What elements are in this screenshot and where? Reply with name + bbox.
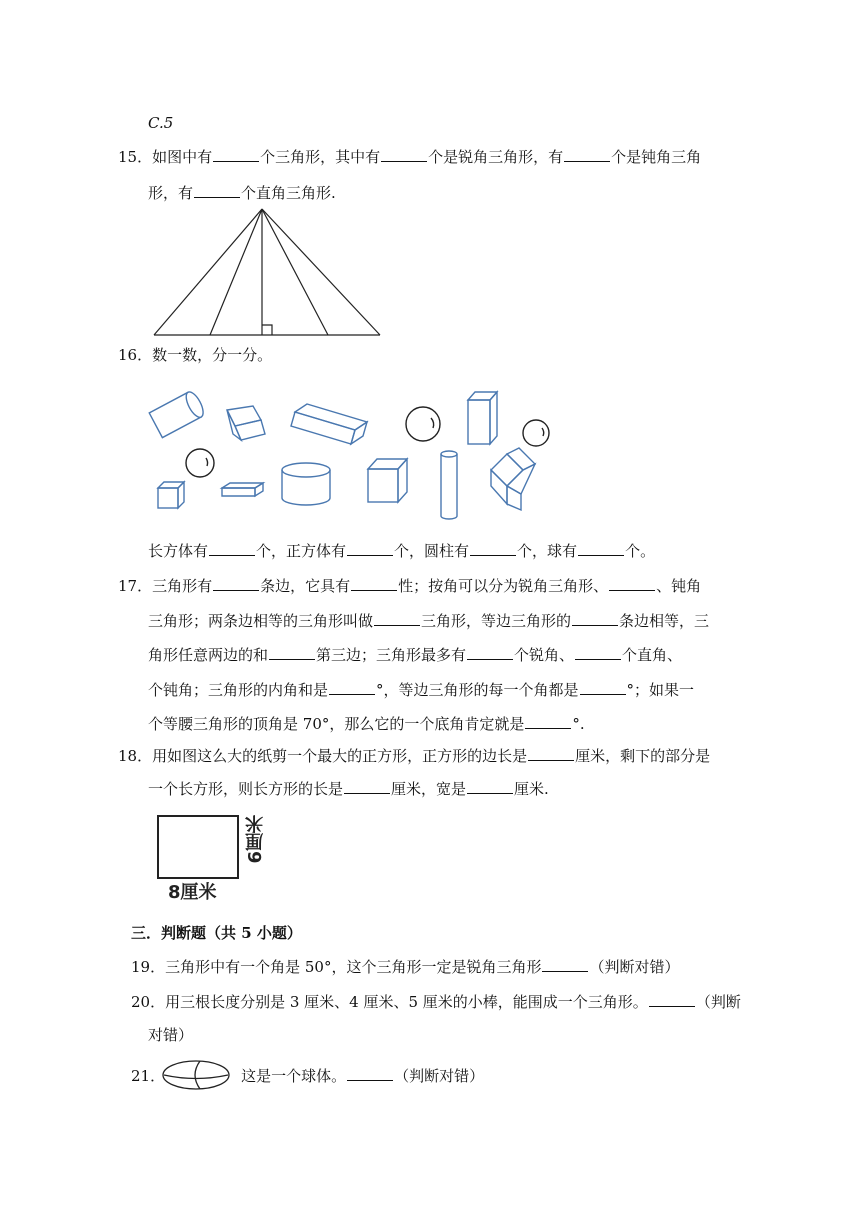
q16-shapes-figure xyxy=(145,382,565,522)
q17-line4 xyxy=(148,680,694,700)
sphere-2 xyxy=(523,420,549,446)
cuboid-flat xyxy=(222,483,263,496)
q17-text: 条边相等，三 xyxy=(619,612,710,630)
q19-text: 三角形中有一个角是 50°，这个三角形一定是锐角三角形 xyxy=(165,958,542,976)
q15-number: 15． xyxy=(118,148,153,166)
q15-blank-2[interactable] xyxy=(381,147,427,162)
q20-text: （判断 xyxy=(695,993,741,1011)
inner-line-2 xyxy=(262,209,328,335)
q16-blank-1[interactable] xyxy=(209,541,255,556)
q20-number: 20． xyxy=(131,993,166,1011)
q18-blank-2[interactable] xyxy=(344,779,390,794)
q17-blank-5[interactable] xyxy=(572,611,618,626)
q15-text: 角 xyxy=(686,148,702,166)
sphere-3 xyxy=(186,449,214,477)
q19-text: （判断对错） xyxy=(589,958,680,976)
q15-triangle-figure xyxy=(150,205,386,340)
q15-text: 如图中有 xyxy=(152,148,213,166)
q17-line2 xyxy=(148,611,709,631)
q17-blank-7[interactable] xyxy=(467,645,513,660)
cylinder-upright xyxy=(282,463,330,505)
q15-blank-4[interactable] xyxy=(194,183,240,198)
q20-line2: 对错） xyxy=(148,1026,194,1044)
q20-text: 用三根长度分别是 3 厘米、4 厘米、5 厘米的小棒，能围成一个三角形。 xyxy=(165,993,648,1011)
q17-text: °，等边三角形的每一个角都是 xyxy=(376,681,579,699)
q17-text: 、钝角 xyxy=(656,577,702,595)
section-3-heading: 三．判断题（共 5 小题） xyxy=(131,924,302,942)
q16-number: 16． xyxy=(118,346,153,364)
q16-prompt xyxy=(118,345,272,365)
q17-text: 个钝角；三角形的内角和是 xyxy=(148,681,329,699)
q16-blank-2[interactable] xyxy=(347,541,393,556)
q18-line1 xyxy=(118,746,710,766)
q17-blank-4[interactable] xyxy=(374,611,420,626)
q17-blank-1[interactable] xyxy=(213,576,259,591)
q15-line2 xyxy=(148,183,336,203)
q16-text: 个，球有 xyxy=(517,542,578,560)
q18-blank-1[interactable] xyxy=(528,746,574,761)
q16-answer-line xyxy=(148,541,655,561)
q14-option-c: C.5 xyxy=(148,114,174,132)
q17-text: 第三边；三角形最多有 xyxy=(316,646,467,664)
q17-blank-11[interactable] xyxy=(525,714,571,729)
q17-text: °. xyxy=(572,715,585,733)
cylinder-tilted xyxy=(149,389,206,437)
cube-small xyxy=(158,482,184,508)
q17-blank-3[interactable] xyxy=(609,576,655,591)
q17-text: °；如果一 xyxy=(626,681,695,699)
q17-text: 三角形有 xyxy=(152,577,213,595)
q18-number: 18． xyxy=(118,747,153,765)
q17-blank-8[interactable] xyxy=(575,645,621,660)
q18-text: 厘米. xyxy=(514,780,549,798)
q19-number: 19． xyxy=(131,958,166,976)
q21-text: 这是一个球体。 xyxy=(241,1067,347,1085)
cylinder-tall xyxy=(441,451,457,519)
inner-line-1 xyxy=(210,209,262,335)
sphere-1 xyxy=(406,407,440,441)
q17-text: 三角形，等边三角形的 xyxy=(421,612,572,630)
cube-large xyxy=(368,459,407,502)
cuboid-long xyxy=(291,404,367,444)
q15-text: 个直角三角形. xyxy=(241,184,336,202)
q15-blank-1[interactable] xyxy=(213,147,259,162)
q21-blank[interactable] xyxy=(347,1066,393,1081)
cuboid-tall xyxy=(468,392,497,444)
q17-blank-2[interactable] xyxy=(351,576,397,591)
q20-blank[interactable] xyxy=(649,992,695,1007)
q21-text: （判断对错） xyxy=(394,1067,485,1085)
cube-tilted xyxy=(227,406,265,440)
q17-text: 个锐角、 xyxy=(514,646,575,664)
q16-blank-3[interactable] xyxy=(470,541,516,556)
q15-text: 个是钝角三 xyxy=(611,148,687,166)
q15-text: 个三角形，其中有 xyxy=(260,148,381,166)
q18-text: 厘米，剩下的部分是 xyxy=(575,747,711,765)
q18-line2 xyxy=(148,779,549,799)
right-angle-mark xyxy=(262,325,272,335)
right-side xyxy=(262,209,380,335)
q18-height-label: 6厘米 xyxy=(245,815,266,864)
cube-rotated xyxy=(491,448,535,510)
q15-text: 形，有 xyxy=(148,184,194,202)
q18-blank-3[interactable] xyxy=(467,779,513,794)
q16-text: 个。 xyxy=(625,542,656,560)
q17-line1 xyxy=(118,576,701,596)
q15-text: 个是锐角三角形，有 xyxy=(428,148,564,166)
q19-line xyxy=(131,957,679,977)
q17-line3 xyxy=(148,645,682,665)
q17-text: 个等腰三角形的顶角是 70°，那么它的一个底角肯定就是 xyxy=(148,715,525,733)
q17-text: 个直角、 xyxy=(622,646,683,664)
q18-text: 用如图这么大的纸剪一个最大的正方形，正方形的边长是 xyxy=(152,747,528,765)
left-side xyxy=(154,209,262,335)
q17-text: 条边，它具有 xyxy=(260,577,351,595)
q15-line1 xyxy=(118,147,701,167)
q17-blank-9[interactable] xyxy=(329,680,375,695)
q16-blank-4[interactable] xyxy=(578,541,624,556)
q17-line5 xyxy=(148,714,585,734)
q18-text: 厘米，宽是 xyxy=(391,780,467,798)
q21-ellipsoid-figure xyxy=(160,1058,232,1092)
q21-number: 21． xyxy=(131,1067,166,1085)
q16-text: 个，正方体有 xyxy=(256,542,347,560)
q17-blank-10[interactable] xyxy=(580,680,626,695)
q19-blank[interactable] xyxy=(542,957,588,972)
q18-rectangle xyxy=(157,815,239,879)
q17-text: 三角形；两条边相等的三角形叫做 xyxy=(148,612,374,630)
q20-line1 xyxy=(131,992,741,1012)
q16-text: 数一数，分一分。 xyxy=(152,346,273,364)
q17-number: 17． xyxy=(118,577,153,595)
q16-text: 长方体有 xyxy=(148,542,209,560)
q17-text: 角形任意两边的和 xyxy=(148,646,269,664)
q18-width-label: 8厘米 xyxy=(168,882,217,903)
q16-text: 个，圆柱有 xyxy=(394,542,470,560)
q17-text: 性；按角可以分为锐角三角形、 xyxy=(398,577,609,595)
q15-blank-3[interactable] xyxy=(564,147,610,162)
q17-blank-6[interactable] xyxy=(269,645,315,660)
q18-text: 一个长方形，则长方形的长是 xyxy=(148,780,344,798)
